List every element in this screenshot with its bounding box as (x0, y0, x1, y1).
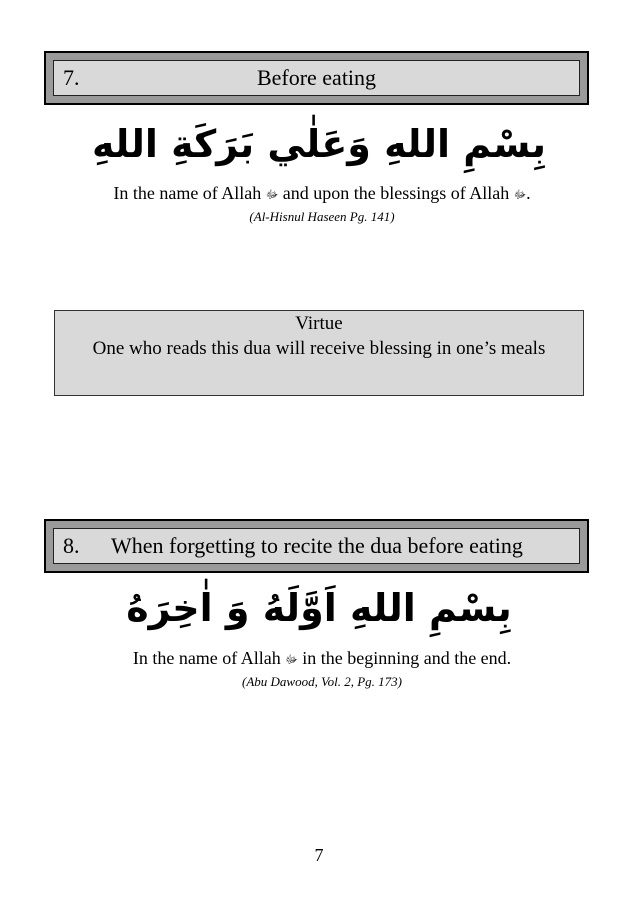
section-8-header (44, 519, 589, 573)
translation-part: and upon the blessings of Allah (282, 183, 510, 203)
dua-reference: (Abu Dawood, Vol. 2, Pg. 173) (242, 674, 402, 689)
translation-part: in the beginning and the end. (302, 648, 512, 668)
translation-part: In the name of Allah (132, 648, 281, 668)
honorific-glyph: ﷻ (285, 654, 298, 666)
arabic-dua: بِسْمِ اللهِ وَعَلٰي بَرَكَةِ اللهِ (92, 122, 546, 166)
section-number: 7. (63, 65, 80, 90)
honorific-glyph: ﷻ (513, 189, 527, 201)
virtue-heading: Virtue (295, 313, 343, 334)
arabic-dua: بِسْمِ اللهِ اَوَّلَهُ وَ اٰخِرَهُ (126, 586, 512, 630)
honorific-glyph: ﷻ (265, 189, 279, 201)
section-7-header (44, 51, 589, 105)
section-7-header-inner (53, 60, 580, 96)
dua-translation (6, 648, 638, 669)
dua-translation (6, 183, 638, 204)
virtue-box (54, 310, 584, 396)
section-number: 8. (63, 533, 80, 558)
section-title: When forgetting to recite the dua before eating (111, 533, 523, 558)
dua-reference: (Al-Hisnul Haseen Pg. 141) (249, 209, 395, 224)
translation-period: . (526, 183, 531, 203)
virtue-text: One who reads this dua will receive blessing in one’s meals (92, 338, 546, 359)
page-number: 7 (314, 845, 324, 865)
section-title: Before eating (256, 65, 377, 90)
section-8-header-inner (53, 528, 580, 564)
translation-part: In the name of Allah (113, 183, 262, 203)
